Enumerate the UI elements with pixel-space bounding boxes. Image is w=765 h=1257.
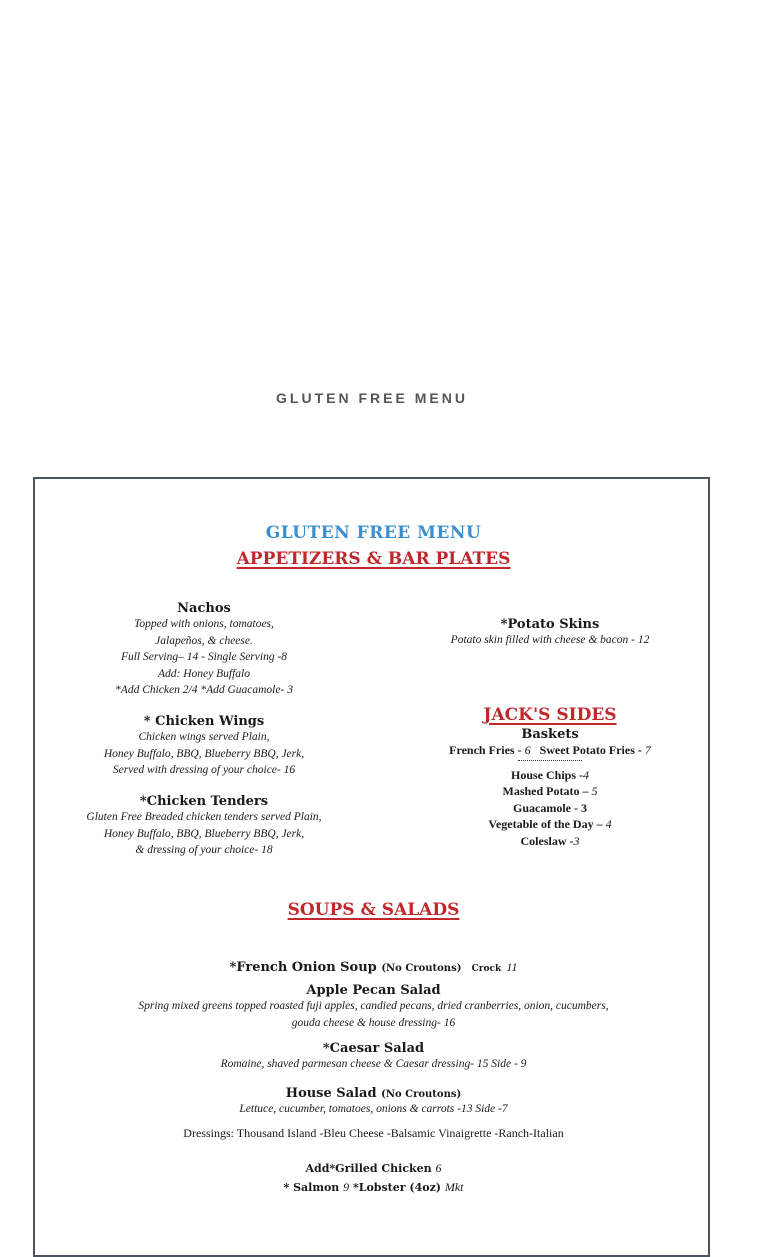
menu-title: GLUTEN FREE MENU — [265, 523, 482, 543]
caesar-name: *Caesar Salad — [322, 1041, 425, 1056]
wings-line: Chicken wings served Plain, — [138, 731, 270, 743]
wings-line: Honey Buffalo, BBQ, Blueberry BBQ, Jerk, — [103, 747, 305, 760]
potato-skins-block — [405, 617, 695, 649]
dressings-line: Dressings: Thousand Island -Bleu Cheese -Balsamic Vinaigrette -Ranch-Italian — [183, 1126, 564, 1140]
apple-salad-name: Apple Pecan Salad — [306, 983, 441, 998]
wings-name: * Chicken Wings — [143, 714, 265, 729]
nachos-name: Nachos — [177, 601, 231, 616]
add-lobster: *Lobster (4oz) — [349, 1181, 445, 1194]
house-salad-name: House Salad — [285, 1086, 382, 1101]
nachos-line: Add: Honey Buffalo — [158, 667, 250, 680]
side-item: Guacamole - 3 — [513, 800, 587, 815]
sides-block — [405, 727, 695, 849]
baskets-label: Baskets — [521, 727, 579, 742]
sides-title: JACK'S SIDES — [483, 705, 617, 725]
house-salad-block — [35, 1082, 712, 1118]
menu-image — [33, 477, 710, 1257]
onion-soup-line — [35, 956, 712, 975]
page-heading: GLUTEN FREE MENU — [276, 390, 468, 406]
house-salad-desc: Lettuce, cucumber, tomatoes, onions & carrots -13 Side -7 — [239, 1103, 508, 1115]
add-lobster-price: Mkt — [444, 1180, 464, 1194]
potato-skins-desc: Potato skin filled with cheese & bacon - 12 — [450, 634, 650, 646]
caesar-desc: Romaine, shaved parmesan cheese & Caesar dressing- 15 Side - 9 — [220, 1058, 527, 1070]
onion-soup-name: *French Onion Soup — [229, 960, 382, 975]
add-salmon-price: 9 — [343, 1180, 350, 1194]
baskets-line — [405, 742, 695, 759]
tenders-line: & dressing of your choice- 18 — [135, 844, 273, 856]
side-name: French Fries - — [449, 743, 525, 757]
wings-line: Served with dressing of your choice- 16 — [112, 764, 296, 776]
tenders-block — [59, 794, 349, 859]
apple-salad-line: gouda cheese & house dressing- 16 — [291, 1016, 456, 1029]
house-salad-note: (No Croutons) — [381, 1089, 462, 1100]
wings-block — [59, 714, 349, 779]
apple-salad-line: Spring mixed greens topped roasted fuji apples, candied pecans, dried cranberries, onion, cucumbers, — [138, 1000, 609, 1012]
apple-salad-block — [35, 983, 712, 1031]
tenders-line: Honey Buffalo, BBQ, Blueberry BBQ, Jerk, — [103, 827, 305, 840]
nachos-line: *Add Chicken 2/4 *Add Guacamole- 3 — [115, 684, 293, 696]
onion-soup-price: 11 — [506, 960, 518, 974]
onion-soup-crock: Crock — [471, 964, 502, 974]
side-item: House Chips -4 — [510, 767, 590, 782]
side-name: Sweet Potato Fries - — [539, 743, 645, 757]
nachos-line: Topped with onions, tomatoes, — [134, 618, 274, 630]
side-price: 7 — [644, 743, 651, 757]
side-item: Mashed Potato – 5 — [502, 784, 598, 798]
tenders-name: *Chicken Tenders — [139, 794, 269, 809]
nachos-line: Full Serving– 14 - Single Serving -8 — [120, 651, 288, 663]
add-chicken-price: 6 — [435, 1161, 442, 1175]
side-price: 6 — [524, 743, 531, 757]
appetizers-title: APPETIZERS & BAR PLATES — [236, 549, 511, 569]
nachos-block — [59, 601, 349, 699]
soups-title: SOUPS & SALADS — [287, 900, 460, 920]
add-salmon: * Salmon — [283, 1181, 344, 1194]
tenders-line: Gluten Free Breaded chicken tenders served Plain, — [86, 811, 322, 823]
nachos-line: Jalapeños, & cheese. — [155, 634, 253, 647]
onion-soup-note: (No Croutons) — [381, 963, 462, 974]
caesar-block — [35, 1041, 712, 1073]
potato-skins-name: *Potato Skins — [500, 617, 600, 632]
add-ons-block — [35, 1157, 712, 1195]
side-item: Vegetable of the Day – 4 — [488, 817, 612, 831]
add-chicken: Add*Grilled Chicken — [305, 1162, 436, 1175]
side-item: Coleslaw -3 — [520, 833, 580, 848]
